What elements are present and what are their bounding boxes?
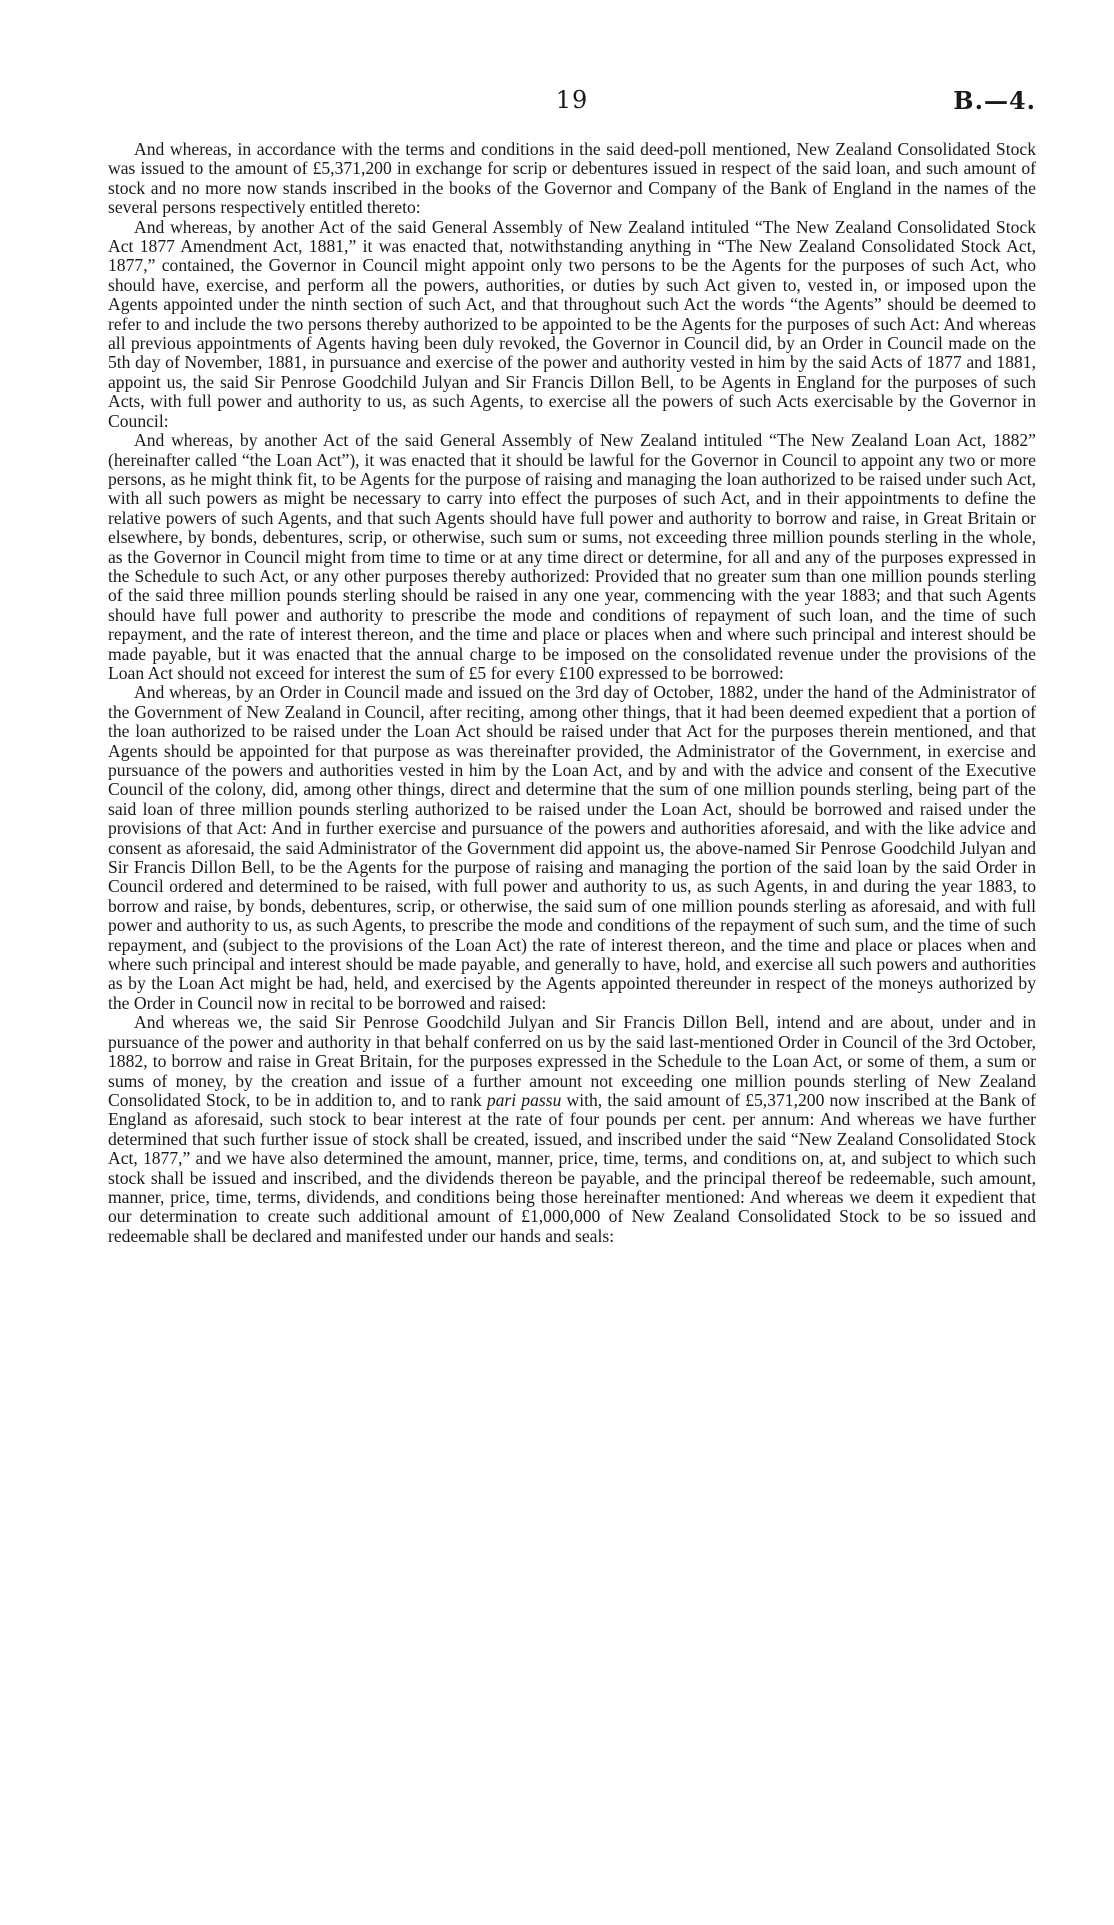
paragraph-loan-act-1882: And whereas, by another Act of the said General Assembly of New Zealand intituled “The New Zealand Loan Act, 1882” (hereinafter called “the Loan Act”), it was enacted that it should be lawful for the Governor in Council to appoint any two or more persons, as he might think fit, to be Agents for the purpose of raising and managing the loan authorized to be raised under such Act, with all such powers as might be necessary to carry into effect the purposes of such Act, and in their appointments to define the relative powers of such Agents, and that such Agents should have full power and authority to borrow and raise, in Great Britain or elsewhere, by bonds, debentures, scrip, or otherwise, such sum or sums, not exceeding three million pounds sterling in the whole, as the Governor in Council might from time to time or at any time direct or determine, for all and any of the purposes expressed in the Schedule to such Act, or any other purposes thereby authorized: Provided that no greater sum than one million pounds sterling of the said three million pounds sterling should be raised in any one year, commencing with the year 1883; and that such Agents should have full power and authority to prescribe the mode and conditions of repayment of such loan, and the time of such repayment, and the rate of interest thereon, and the time and place or places when and where such principal and interest should be made payable, but it was enacted that the annual charge to be imposed on the consolidated revenue under the provisions of the Loan Act should not exceed for interest the sum of £5 for every £100 expressed to be borrowed: <box>108 430 1036 683</box>
latin-phrase: pari passu <box>486 1089 562 1110</box>
paragraph-stock-issued: And whereas, in accordance with the terms and conditions in the said deed-poll mentioned, New Zealand Consolidated Stock was issued to the amount of £5,371,200 in exchange for scrip or debentures issued in respect of the said loan, and such amount of stock and no more now stands inscribed in the books of the Governor and Company of the Bank of England in the names of the several persons respectively entitled thereto: <box>108 139 1036 218</box>
paragraph-amendment-act-1881: And whereas, by another Act of the said General Assembly of New Zealand intituled “The New Zealand Consolidated Stock Act 1877 Amendment Act, 1881,” it was enacted that, notwithstanding anything in “The New Zealand Consolidated Stock Act, 1877,” contained, the Governor in Council might appoint only two persons to be the Agents for the purposes of such Act, who should have, exercise, and perform all the powers, authorities, or duties by such Act given to, vested in, or imposed upon the Agents appointed under the ninth section of such Act, and that throughout such Act the words “the Agents” should be deemed to refer to and include the two persons thereby authorized to be appointed to be the Agents for the purposes of such Act: And whereas all previous appointments of Agents having been duly revoked, the Governor in Council did, by an Order in Council made on the 5th day of November, 1881, in pursuance and exercise of the power and authority vested in him by the said Acts of 1877 and 1881, appoint us, the said Sir Penrose Goodchild Julyan and Sir Francis Dillon Bell, to be Agents in England for the purposes of such Acts, with full power and authority to us, as such Agents, to exercise all the powers of such Acts exercisable by the Governor in Council: <box>108 216 1036 431</box>
body-text <box>108 140 1036 1246</box>
paragraph-order-in-council: And whereas, by an Order in Council made and issued on the 3rd day of October, 1882, under the hand of the Administrator of the Government of New Zealand in Council, after reciting, among other things, that it had been deemed expedient that a portion of the loan authorized to be raised under the Loan Act should be raised under that Act for the purposes therein mentioned, and that Agents should be appointed for that purpose as was thereinafter provided, the Administrator of the Government, in exercise and pursuance of the powers and authorities vested in him by the Loan Act, and by and with the advice and consent of the Executive Council of the colony, did, among other things, direct and determine that the sum of one million pounds sterling, being part of the said loan of three million pounds sterling authorized to be raised under the Loan Act, should be borrowed and raised under the provisions of that Act: And in further exercise and pursuance of the powers and authorities aforesaid, and with the like advice and consent as aforesaid, the said Administrator of the Government did appoint us, the above-named Sir Penrose Goodchild Julyan and Sir Francis Dillon Bell, to be the Agents for the purpose of raising and managing the portion of the said loan by the said Order in Council ordered and determined to be raised, with full power and authority to us, as such Agents, in and during the year 1883, to borrow and raise, by bonds, debentures, scrip, or otherwise, the said sum of one million pounds sterling as aforesaid, and with full power and authority to us, as such Agents, to prescribe the mode and conditions of the repayment of such sum, and the time of such repayment, and (subject to the provisions of the Loan Act) the rate of interest thereon, and the time and place or places when and where such principal and interest should be made payable, and generally to have, hold, and exercise all such powers and authorities as by the Loan Act might be had, held, and exercised by the Agents appointed thereunder in respect of the moneys authorized by the Order in Council now in recital to be borrowed and raised: <box>108 682 1036 1013</box>
paragraph-further-issue: And whereas we, the said Sir Penrose Goodchild Julyan and Sir Francis Dillon Bell, intend and are about, under and in pursuance of the power and authority in that behalf conferred on us by the said last-mentioned Order in Council of the 3rd October, 1882, to borrow and raise in Great Britain, for the purposes expressed in the Schedule to the Loan Act, or some of them, a sum or sums of money, by the creation and issue of a further amount not exceeding one million pounds sterling of New Zealand Consolidated Stock, to be in addition to, and to rank pari passu with, the said amount of £5,371,200 now inscribed at the Bank of England as aforesaid, such stock to bear interest at the rate of four pounds per cent. per annum: And whereas we have further determined that such further issue of stock shall be created, issued, and inscribed under the said “New Zealand Consolidated Stock Act, 1877,” and we have also determined the amount, manner, price, time, terms, and conditions on, at, and subject to which such stock shall be issued and inscribed, and the dividends thereon be payable, and the principal thereof be redeemable, such amount, manner, price, time, terms, dividends, and conditions being those hereinafter mentioned: And whereas we deem it expedient that our determination to create such additional amount of £1,000,000 of New Zealand Consolidated Stock to be so issued and redeemable shall be declared and manifested under our hands and seals: <box>108 1012 1036 1246</box>
document-reference: B.—4. <box>953 86 1036 115</box>
page-number: 19 <box>555 86 589 114</box>
page-header <box>108 86 1036 126</box>
